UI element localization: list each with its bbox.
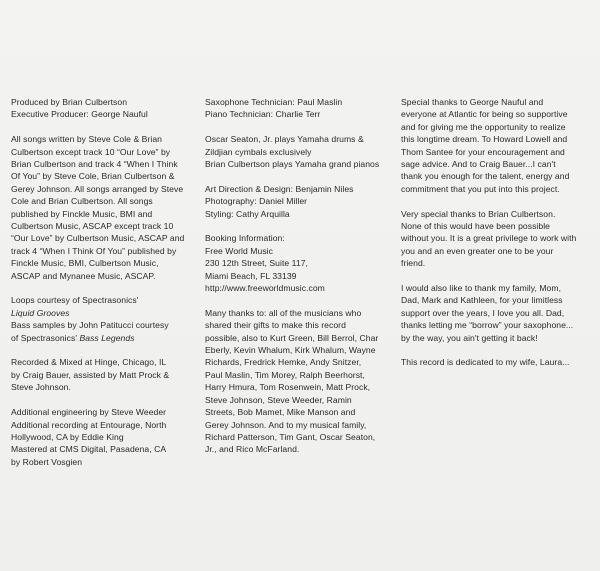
- website-url: http://www.freeworldmusic.com: [205, 283, 325, 294]
- text-line: Eberly, Kevin Whalum, Kirk Whalum, Wayne: [205, 345, 376, 356]
- songwriting-credits: [11, 133, 193, 282]
- text-line: Hollywood, CA by Eddie King: [11, 431, 124, 442]
- endorsement-credits: [205, 133, 387, 170]
- text-line: track 4 “When I Think Of You” published by: [11, 245, 177, 256]
- text-line: Mastered at CMS Digital, Pasadena, CA: [11, 444, 167, 455]
- text-line: Cole and Brian Culbertson. All songs: [11, 196, 153, 207]
- text-line: Finckle Music, BMI, Culbertson Music,: [11, 258, 159, 269]
- text-line: support over the years, I love you all. Dad,: [401, 307, 565, 318]
- text-line: I would also like to thank my family, Mom,: [401, 283, 562, 294]
- product-title: Liquid Grooves: [11, 307, 70, 318]
- text-line: Brian Culbertson plays Yamaha grand pianos: [205, 159, 380, 170]
- text-line: Oscar Seaton, Jr. plays Yamaha drums &: [205, 134, 364, 145]
- text-line: Steve Johnson.: [11, 382, 71, 393]
- text-line: without you. It is a great privilege to work with: [401, 233, 577, 244]
- text-line: Paul Maslin, Tim Morey, Ralph Beerhorst,: [205, 369, 365, 380]
- text-line: Very special thanks to Brian Culbertson.: [401, 208, 556, 219]
- text-line: Many thanks to: all of the musicians who: [205, 307, 362, 318]
- text-line: Piano Technician: Charlie Terr: [205, 109, 321, 120]
- text-line: Bass samples by John Patitucci courtesy: [11, 320, 169, 331]
- text-line: everyone at Atlantic for being so supportive: [401, 109, 568, 120]
- recording-credits: [11, 356, 193, 393]
- technician-credits: [205, 96, 387, 121]
- text-line: Booking Information:: [205, 233, 285, 244]
- production-credits: [11, 96, 193, 121]
- text-line: 230 12th Street, Suite 117,: [205, 258, 308, 269]
- text-line: Thom Santee for your encouragement and: [401, 146, 565, 157]
- special-thanks: [401, 96, 587, 195]
- text-line: Streets, Bob Mamet, Mike Manson and: [205, 407, 356, 418]
- text-line: thank you enough for the talent, energy and: [401, 171, 570, 182]
- text-line: Additional recording at Entourage, North: [11, 419, 167, 430]
- text-line: Dad, Mark and Kathleen, for your limitless: [401, 295, 563, 306]
- text-line: Free World Music: [205, 245, 273, 256]
- text-line: Saxophone Technician: Paul Maslin: [205, 97, 343, 107]
- text-line: Photography: Daniel Miller: [205, 196, 308, 207]
- text-line: by the way, you ain't getting it back!: [401, 332, 538, 343]
- credits-column-right: [401, 96, 587, 381]
- very-special-thanks: [401, 208, 587, 270]
- text-line: This record is dedicated to my wife, Laura...: [401, 357, 570, 368]
- text-line: published by Finckle Music, BMI and: [11, 208, 153, 219]
- text-line: commitment that you put into this project.: [401, 183, 560, 194]
- credits-column-left: [11, 96, 193, 481]
- text-line: by Craig Bauer, assisted by Matt Prock &: [11, 369, 170, 380]
- text-line: Brian Culbertson and track 4 “When I Think: [11, 159, 178, 170]
- text-line: you and an even greater one to be your: [401, 245, 554, 256]
- text-line: Gerey Johnson. And to my musical family,: [205, 419, 367, 430]
- text-line: friend.: [401, 258, 426, 269]
- text-line: and for giving me the opportunity to realize: [401, 121, 566, 132]
- text-fragment: of Spectrasonics': [11, 332, 80, 343]
- family-thanks: [401, 282, 587, 344]
- text-line: Styling: Cathy Arquilla: [205, 208, 290, 219]
- text-line: None of this would have been possible: [401, 221, 550, 232]
- text-line: Harry Hmura, Tom Rosenwein, Matt Prock,: [205, 382, 371, 393]
- text-line: Executive Producer: George Nauful: [11, 109, 148, 120]
- text-line: by Robert Vosgien: [11, 456, 83, 467]
- text-line: Culbertson Music, ASCAP except track 10: [11, 221, 174, 232]
- text-line: Steve Johnson, Steve Weeder, Ramin: [205, 394, 352, 405]
- engineering-credits: [11, 406, 193, 468]
- text-line: possible, also to Kurt Green, Bill Berrol, Char: [205, 332, 379, 343]
- text-line: Gerey Johnson. All songs arranged by Steve: [11, 183, 184, 194]
- text-line: All songs written by Steve Cole & Brian: [11, 134, 162, 145]
- text-line: Art Direction & Design: Benjamin Niles: [205, 183, 354, 194]
- product-title: Bass Legends: [79, 332, 135, 343]
- text-line: sage advice. And to Craig Bauer...I can't: [401, 159, 556, 170]
- text-line: Zildjian cymbals exclusively: [205, 146, 312, 157]
- text-line: shared their gifts to make this record: [205, 320, 346, 331]
- text-line: [11, 332, 193, 344]
- art-credits: [205, 183, 387, 220]
- text-line: “Our Love” by Culbertson Music, ASCAP and: [11, 233, 185, 244]
- musician-thanks: [205, 307, 387, 456]
- text-line: Richards, Fredrick Hemke, Andy Snitzer,: [205, 357, 362, 368]
- text-line: Loops courtesy of Spectrasonics': [11, 295, 139, 306]
- text-line: Culbertson except track 10 “Our Love” by: [11, 146, 171, 157]
- text-line: Richard Patterson, Tim Gant, Oscar Seaton,: [205, 431, 376, 442]
- dedication: [401, 356, 587, 368]
- text-line: this longtime dream. To Howard Lowell and: [401, 134, 568, 145]
- samples-credits: [11, 294, 193, 344]
- text-line: Miami Beach, FL 33139: [205, 270, 297, 281]
- booking-info: [205, 232, 387, 294]
- text-line: Additional engineering by Steve Weeder: [11, 407, 167, 418]
- credits-column-middle: [205, 96, 387, 468]
- text-line: Of You” by Steve Cole, Brian Culbertson &: [11, 171, 175, 182]
- text-line: Special thanks to George Nauful and: [401, 97, 544, 107]
- text-line: thanks letting me “borrow” your saxophone...: [401, 320, 574, 331]
- text-line: Jr., and Rico McFarland.: [205, 444, 300, 455]
- text-line: Recorded & Mixed at Hinge, Chicago, IL: [11, 357, 167, 368]
- text-line: ASCAP and Mynanee Music, ASCAP.: [11, 270, 156, 281]
- text-line: Produced by Brian Culbertson: [11, 97, 128, 107]
